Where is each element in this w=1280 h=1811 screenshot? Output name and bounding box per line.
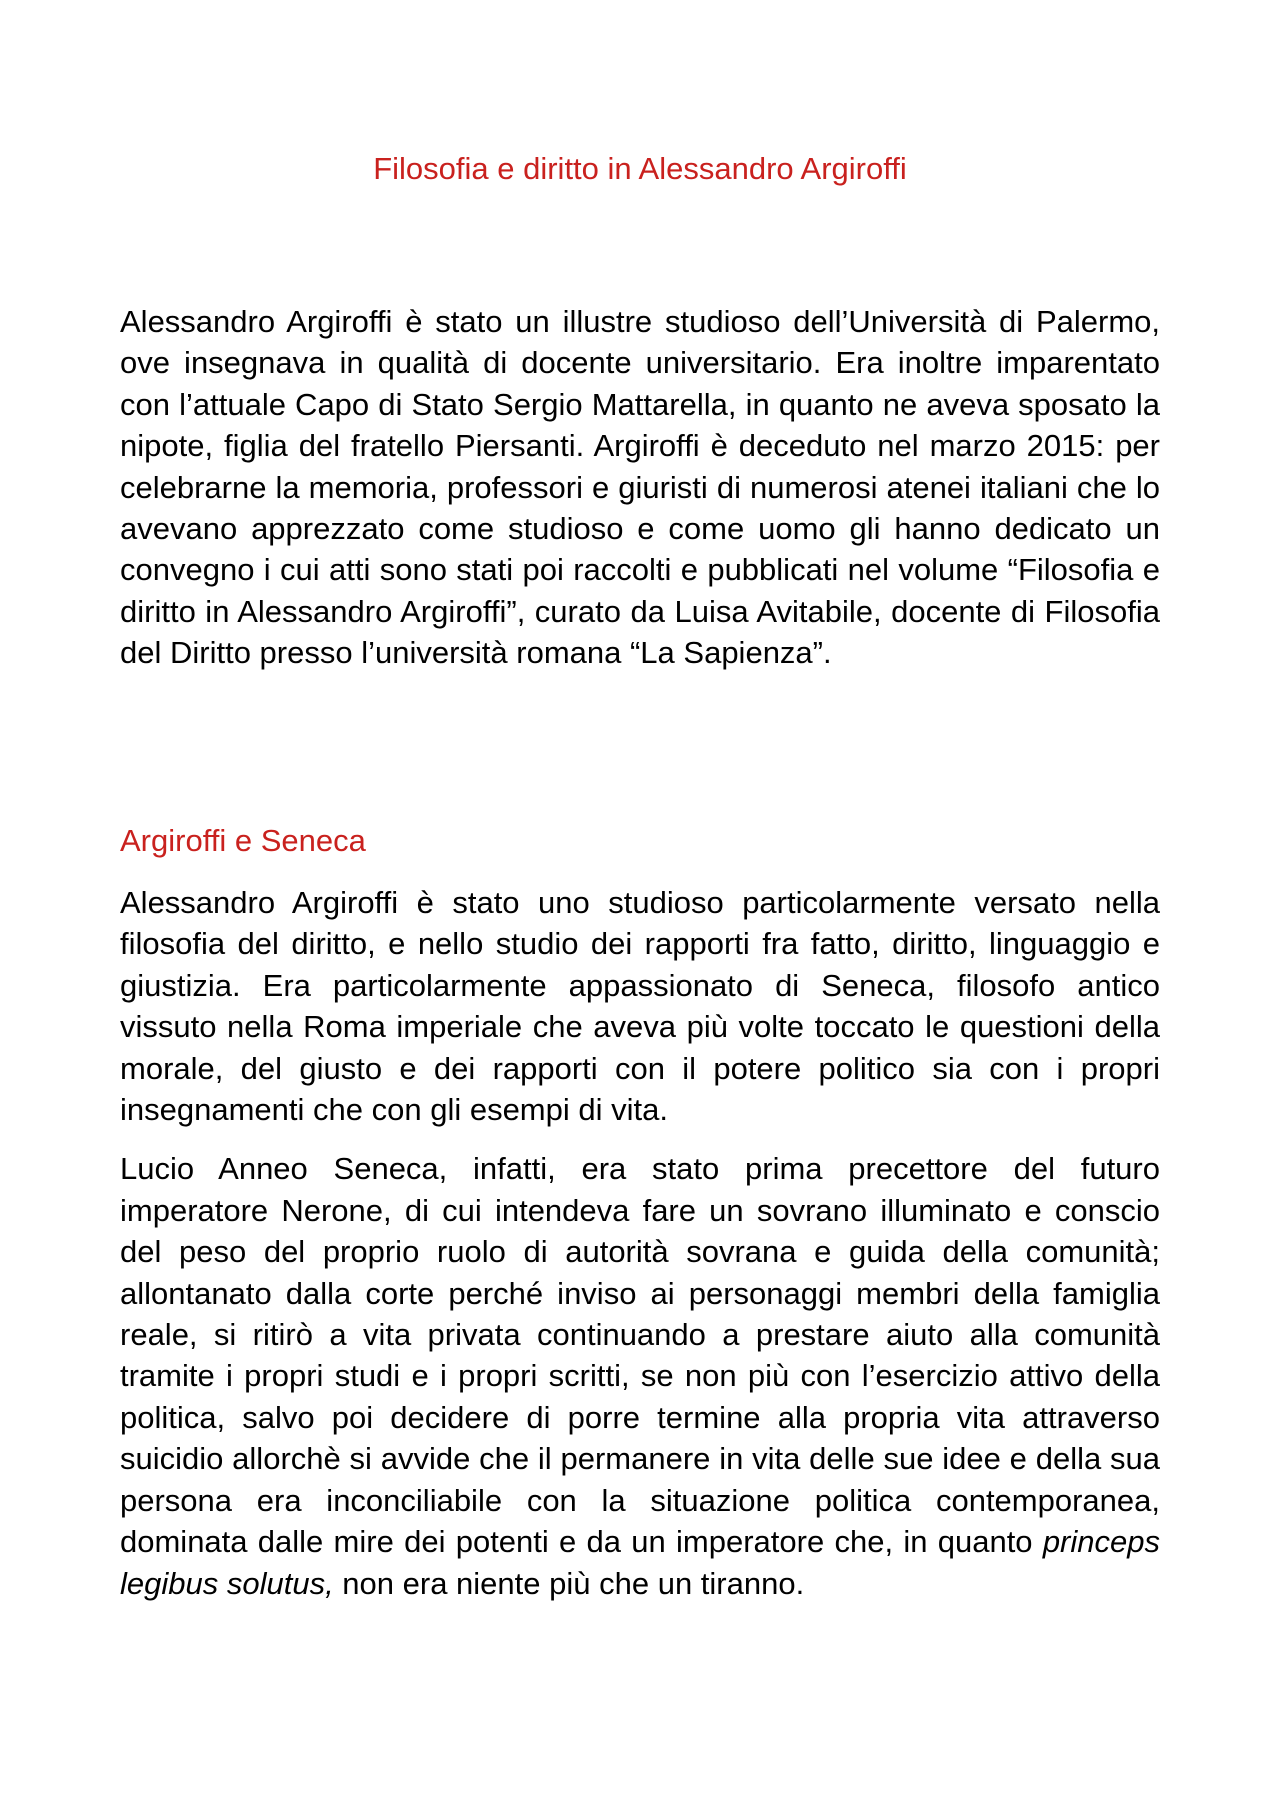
paragraph-2-end: non era niente più che un tiranno. bbox=[333, 1565, 805, 1601]
intro-section bbox=[120, 301, 1160, 692]
section-paragraph-1: Alessandro Argiroffi è stato uno studioso particolarmente versato nella filosofia del diritto, e nello studio dei rapporti fra fatto, diritto, linguaggio e giustizia. Era particolarmente appassionato di Seneca, filosofo antico vissuto nella Roma imperiale che aveva più volte toccato le questioni della morale, del giusto e dei rapporti con il potere politico sia con i propri insegnamenti che con gli esempi di vita. bbox=[120, 885, 1160, 1128]
section-paragraph-2 bbox=[120, 1148, 1160, 1603]
section-heading: Argiroffi e Seneca bbox=[120, 823, 366, 858]
latin-phrase: princeps legibus solutus, bbox=[120, 1524, 1160, 1601]
document-title: Filosofia e diritto in Alessandro Argiroffi bbox=[373, 151, 907, 186]
paragraph-2-text: Lucio Anneo Seneca, infatti, era stato prima precettore del futuro imperatore Nerone, di cui intendeva fare un sovrano illuminato e conscio del peso del proprio ruolo di autorità sovrana e guida della comunità; allontanato dalla corte perché inviso ai personaggi membri della famiglia reale, si ritirò a vita privata continuando a prestare aiuto alla comunità tramite i propri studi e i propri scritti, se non più con l’esercizio attivo della politica, salvo poi decidere di porre termine alla propria vita attraverso suicidio allorchè si avvide che il permanere in vita delle sue idee e della sua persona era inconciliabile con la situazione politica contemporanea, dominata dalle mire dei potenti e da un imperatore che, in quanto bbox=[120, 1151, 1160, 1560]
section-body bbox=[120, 882, 1160, 1622]
intro-paragraph: Alessandro Argiroffi è stato un illustre studioso dell’Università di Palermo, ove insegnava in qualità di docente universitario. Era inoltre imparentato con l’attuale Capo di Stato Sergio Mattarella, in quanto ne aveva sposato la nipote, figlia del fratello Piersanti. Argiroffi è deceduto nel marzo 2015: per celebrarne la memoria, professori e giuristi di numerosi atenei italiani che lo avevano apprezzato come studioso e come uomo gli hanno dedicato un convegno i cui atti sono stati poi raccolti e pubblicati nel volume “Filosofia e diritto in Alessandro Argiroffi”, curato da Luisa Avitabile, docente di Filosofia del Diritto presso l’università romana “La Sapienza”. bbox=[120, 304, 1160, 671]
